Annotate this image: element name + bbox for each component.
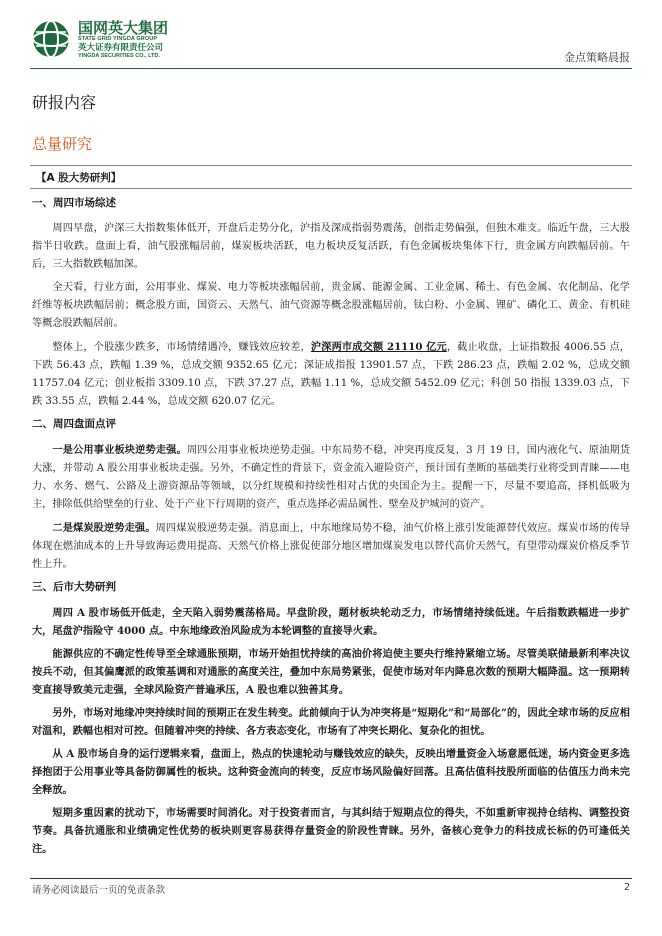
section-heading: 一、周四市场综述 (32, 197, 116, 209)
page-number: 2 (623, 882, 630, 893)
paragraph: 周四早盘，沪深三大指数集体低开，开盘后走势分化，沪指及深成指弱势震荡，创指走势偏强，但独木难支。临近午盘，三大股指半日收跌。盘面上看，油气股涨幅居前，煤炭板块活跃，电力板块反复活跃，有色金属板块集体下行，贵金属方向跌幅居前。午后，三大指数跌幅加深。 (32, 223, 630, 270)
paragraph (32, 519, 630, 574)
subsidiary-name-cn: 英大证券有限责任公司 (78, 43, 164, 53)
report-title: 金点策略晨报 (564, 51, 630, 64)
page-header (0, 0, 662, 72)
state-grid-logo-icon (32, 20, 70, 58)
footer-divider (30, 878, 632, 879)
company-name-en: STATE GRID YINGDA GROUP (78, 36, 158, 42)
turnover-highlight: 沪深两市成交额 21110 亿元 (310, 341, 447, 353)
paragraph-text: ，截止收盘，上证指数报 4006.55 点，下跌 56.43 点，跌幅 1.39 %，总成交额 9352.65 亿元；深证成指报 13901.57 点，下跌 286.23 点，跌幅 2.02 %，总成交额 11757.04 亿元；创业板指 3309.10 点，下跌 37.27 点，跌幅 1.11 %，总成交额 5452.09 亿元；科创 50 指报 1339.03 点，下跌 33.55 点，跌幅 2.44 %，总成交额 620.07 亿元。 (32, 342, 630, 407)
paragraph: 从 A 股市场自身的运行逻辑来看，盘面上，热点的快速轮动与赚钱效应的缺失，反映出增量资金入场意愿低迷，场内资金更多选择抱团于公用事业等具备防御属性的板块。这种资金流向的转变，反应市场风险偏好回落。且高估值科技股所面临的估值压力尚未完全释放。 (32, 748, 630, 796)
paragraph-lead: 二是煤炭股逆势走强。 (52, 522, 156, 534)
paragraph-text: 周四煤炭股逆势走强。消息面上，中东地缘局势不稳，油气价格上涨引发能源替代效应。煤炭市场的传导体现在燃油成本的上升导致海运费用提高、天然气价格上涨促使部分地区增加煤炭发电以替代高价天然气，有望带动煤炭价格反季节性上升。 (32, 523, 630, 570)
section-heading: 三、后市大势研判 (32, 581, 116, 593)
company-name-cn: 国网英大集团 (78, 19, 169, 37)
paragraph-lead: 一是公用事业板块逆势走强。 (52, 444, 187, 456)
paragraph: 能源供应的不确定性传导至全球通胀预期，市场开始担忧持续的高油价将迫使主要央行维持紧缩立场。尽管美联储最新利率决议按兵不动，但其偏鹰派的政策基调和对通胀的高度关注，叠加中东局势紧张，促使市场对年内降息次数的预期大幅降温。这一预期转变直接导致美元走强，全球风险资产普遍承压，A 股也难以独善其身。 (32, 648, 630, 696)
topic-tag-bar (30, 165, 632, 189)
section-title: 总量研究 (32, 135, 93, 153)
section-heading: 二、周四盘面点评 (32, 418, 116, 430)
disclaimer-notice: 请务必阅读最后一页的免责条款 (32, 885, 166, 896)
report-body (32, 193, 630, 863)
paragraph-text: 整体上，个股涨少跌多，市场情绪遇冷，赚钱效应较差， (52, 342, 311, 353)
company-brand (78, 20, 208, 60)
paragraph: 周四 A 股市场低开低走，全天陷入弱势震荡格局。早盘阶段，题材板块轮动乏力，市场情绪持续低迷。午后指数跌幅进一步扩大，尾盘沪指险守 4000 点。中东地缘政治风险成为本轮调整的直接导火索。 (32, 607, 630, 637)
header-divider (30, 68, 632, 69)
subsidiary-name-en: YINGDA SECURITIES CO., LTD. (78, 53, 160, 59)
paragraph-text: 周四公用事业板块逆势走强。中东局势不稳，冲突再度反复，3 月 19 日，国内液化气、原油期货大涨，并带动 A 股公用事业板块走强。另外，不确定性的背景下，资金流入避险资产，预计国有垄断的基础类行业将受到青睐——电力、水务、燃气、公路及上游资源品等领域，以分红规模和持续性相对占优的央国企为主。提醒一下，尽量不要追高，择机低吸为主，排除低供给壁垒的行业、处于产业下行周期的资产，重点选择必需品属性、壁垒及护城河的资产。 (32, 445, 631, 510)
paragraph: 短期多重因素的扰动下，市场需要时间消化。对于投资者而言，与其纠结于短期点位的得失，不如重新审视持仓结构、调整投资节奏。具备抗通胀和业绩确定性优势的板块则更容易获得存量资金的阶段性青睐。另外，备核心竞争力的科技成长标的仍可逢低关注。 (32, 807, 630, 855)
page-title: 研报内容 (32, 93, 97, 112)
paragraph: 另外，市场对地缘冲突持续时间的预期正在发生转变。此前倾向于认为冲突将是“短期化”和“局部化”的，因此全球市场的反应相对温和，跌幅也相对可控。但随着冲突的持续、各方表态变化，市场有了冲突长期化、复杂化的担忧。 (32, 707, 630, 737)
topic-tag: 【A 股大势研判】 (36, 172, 122, 184)
paragraph (32, 441, 630, 514)
paragraph: 全天看，行业方面，公用事业、煤炭、电力等板块涨幅居前，贵金属、能源金属、工业金属、稀土、有色金属、农化制品、化学纤维等板块跌幅居前；概念股方面，国资云、天然气、油气资源等概念股涨幅居前，钛白粉、小金属、锂矿、磷化工、黄金、有机硅等概念股跌幅居前。 (32, 282, 630, 329)
paragraph (32, 338, 630, 411)
